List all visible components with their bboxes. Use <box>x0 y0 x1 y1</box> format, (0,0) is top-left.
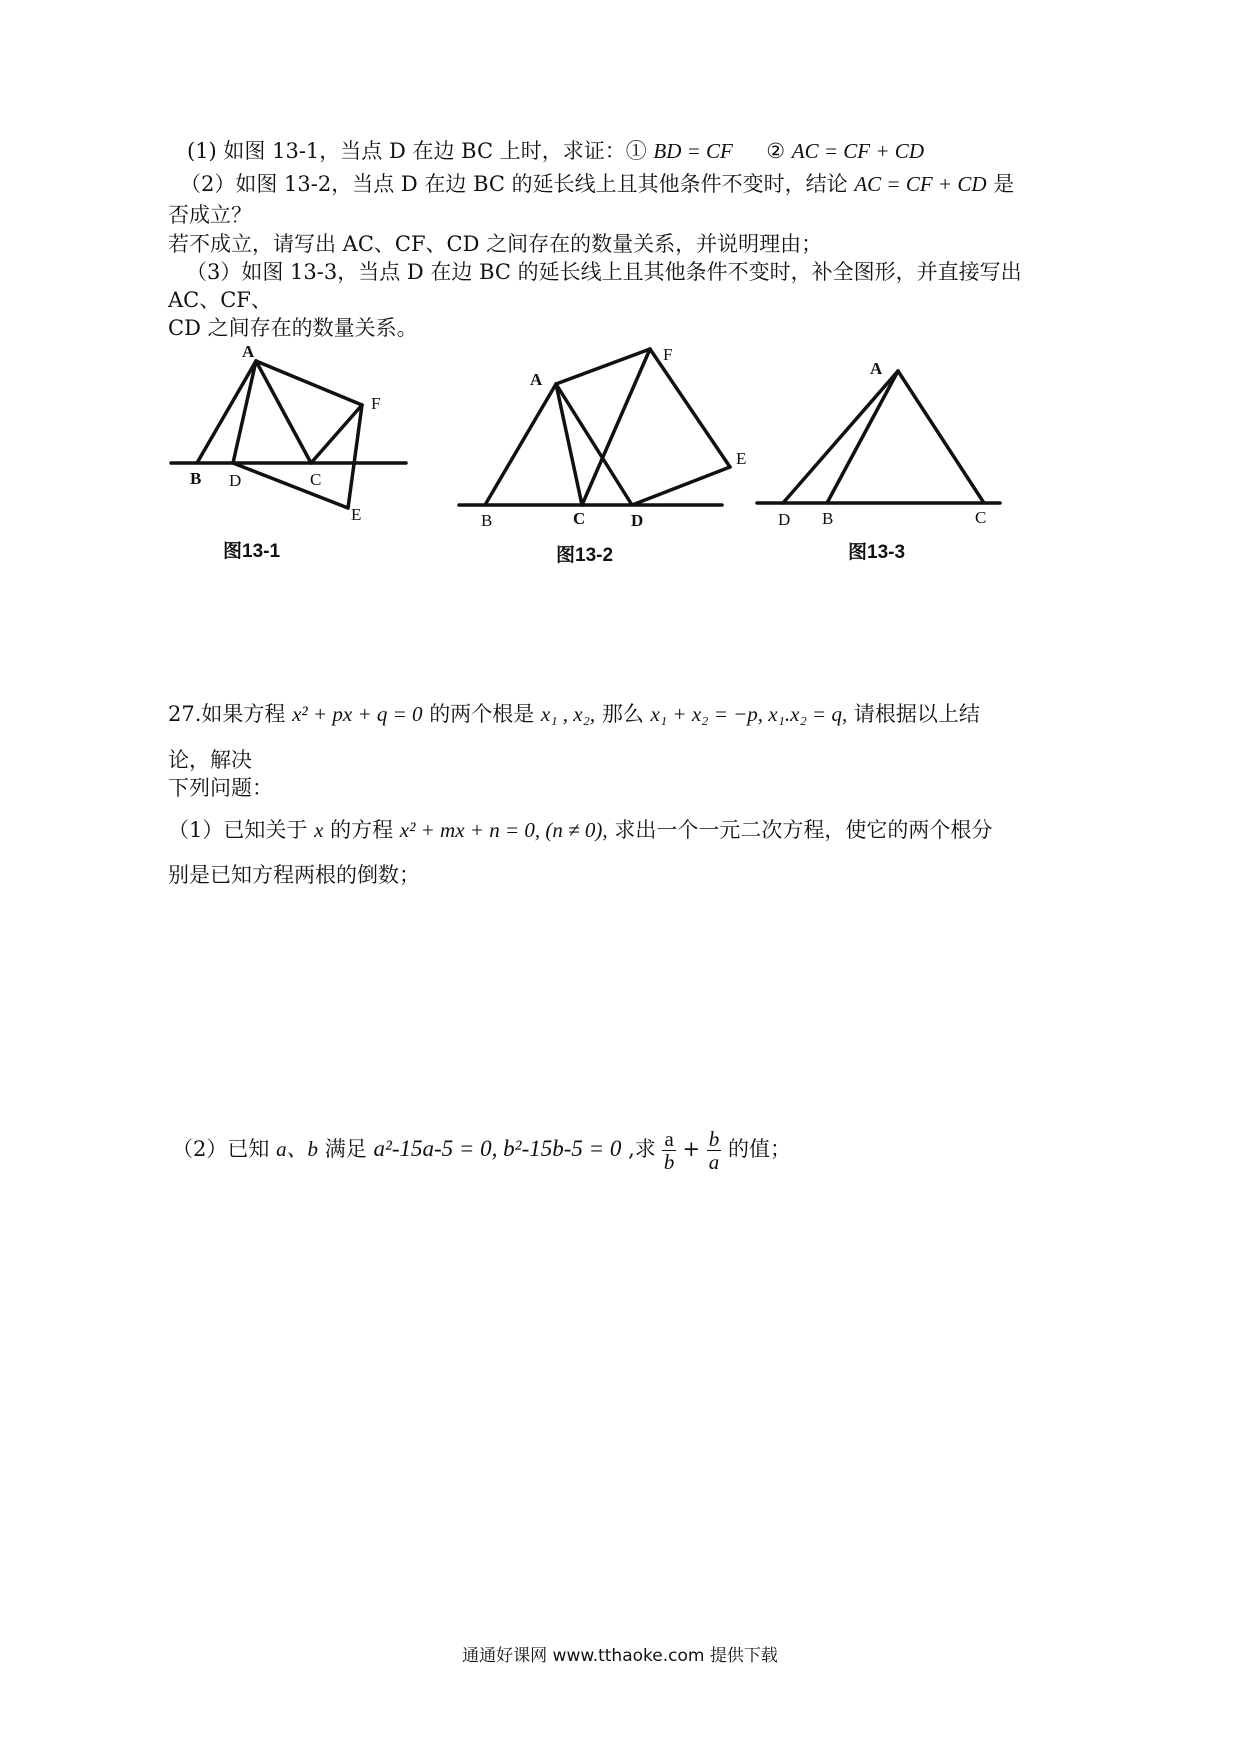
q27-part2-a: （2）已知 <box>172 1137 270 1162</box>
q27-part1-x: x <box>314 818 324 842</box>
q26-part2-prefix: （2）如图 13-2，当点 D 在边 BC 的延长线上且其他条件不变时，结论 <box>180 172 848 196</box>
q27-part2-c: ,求 <box>628 1137 656 1162</box>
q27-part2-d: 的值； <box>727 1137 791 1162</box>
q26-part3-line1: （3）如图 13-3，当点 D 在边 BC 的延长线上且其他条件不变时，补全图形，并直接写出 <box>186 260 1022 284</box>
fig3-caption: 图13-3 <box>848 542 906 563</box>
q27-intro-line2: 论，解决 <box>168 748 252 772</box>
q27-intro-eq: x² + px + q = 0 <box>292 702 423 726</box>
q27-part2-eq: a²-15a-5 = 0, b²-15b-5 = 0 <box>373 1136 622 1162</box>
q26-part3-line2: AC、CF、 <box>168 288 272 312</box>
q26-part2-line2: 否成立？ <box>168 203 252 227</box>
frac1-numerator: a <box>664 1127 674 1151</box>
fig1-ab <box>197 361 256 463</box>
fig1-ac <box>256 361 311 463</box>
fig2-fe <box>650 349 730 467</box>
q27-part2-b: 满足 <box>324 1137 367 1162</box>
q26-part3-line3: CD 之间存在的数量关系。 <box>168 316 418 340</box>
fig2-label-a: A <box>530 370 543 389</box>
q27-intro-b: 的两个根是 <box>429 702 535 726</box>
figure-13-2 <box>459 349 730 505</box>
figure-13-3 <box>757 371 1000 503</box>
frac1-denominator: b <box>663 1150 675 1175</box>
fig3-ad <box>783 371 898 503</box>
q27-intro-a: 27.如果方程 <box>168 702 286 726</box>
q26-part1-prefix: (1) 如图 13-1，当点 D 在边 BC 上时，求证：① <box>187 139 647 163</box>
q27-part1-a: （1）已知关于 <box>168 818 308 842</box>
fig1-label-d: D <box>229 471 242 490</box>
fig1-af <box>256 361 362 405</box>
geometry-figures <box>0 0 1240 600</box>
fig2-caption: 图13-2 <box>556 545 614 566</box>
fig2-label-d: D <box>631 511 644 530</box>
q27-part2 <box>172 1128 791 1173</box>
q27-intro <box>168 702 980 727</box>
q26-part1-eq1: BD = CF <box>653 139 733 163</box>
fig2-label-c: C <box>573 509 586 528</box>
frac2-numerator: b <box>708 1127 720 1151</box>
q26-part2-suffix: 是 <box>993 172 1015 196</box>
page-footer: 通通好课网 www.tthaoke.com 提供下载 <box>462 1646 778 1666</box>
fig1-label-b: B <box>190 469 202 488</box>
q27-part2-ab: a、b <box>276 1137 319 1162</box>
fig3-ac <box>898 371 984 503</box>
q27-intro-d: 请根据以上结 <box>853 702 980 726</box>
fig1-label-e: E <box>351 505 362 524</box>
fig3-label-d: D <box>778 510 791 529</box>
fig1-caption: 图13-1 <box>223 541 281 562</box>
q27-intro-line3: 下列问题： <box>168 776 273 800</box>
fig1-ad <box>233 361 256 463</box>
q27-part1-eq: x² + mx + n = 0, (n ≠ 0), <box>399 818 608 842</box>
fig2-label-f: F <box>663 345 673 364</box>
q27-part1-c: 求出一个一元二次方程，使它的两个根分 <box>614 818 993 842</box>
fraction-a-over-b <box>662 1128 675 1173</box>
plus-sign: + <box>682 1137 701 1162</box>
q27-intro-c: 那么 <box>601 702 644 726</box>
fig3-ab <box>827 371 898 503</box>
q26-part1-eq2: AC = CF + CD <box>791 139 924 163</box>
fig2-ab <box>485 384 556 505</box>
fig2-label-e: E <box>736 449 747 468</box>
fig2-label-b: B <box>481 511 493 530</box>
fig1-label-f: F <box>371 394 381 413</box>
fraction-b-over-a <box>707 1128 722 1173</box>
fig1-label-a: A <box>242 342 255 361</box>
q26-part2-eq: AC = CF + CD <box>854 172 987 196</box>
frac2-denominator: a <box>708 1150 720 1175</box>
fig3-label-a: A <box>870 359 883 378</box>
figure-13-1 <box>171 361 406 508</box>
fig1-label-c: C <box>310 470 322 489</box>
fig3-label-b: B <box>822 509 834 528</box>
q26-part2-line3: 若不成立，请写出 AC、CF、CD 之间存在的数量关系，并说明理由； <box>168 232 823 256</box>
fig1-de <box>233 463 348 508</box>
fig3-label-c: C <box>975 508 987 527</box>
q27-intro-sum: x₁ + x₂ = −p, x₁.x₂ = q, <box>650 702 848 726</box>
q27-part1-line2: 别是已知方程两根的倒数； <box>168 863 420 887</box>
fig2-ed <box>632 467 730 505</box>
q27-part1 <box>168 818 992 843</box>
q27-intro-roots: x₁ , x₂, <box>540 702 596 726</box>
q26-part1-mid: ② <box>766 139 786 163</box>
q27-part1-b: 的方程 <box>330 818 394 842</box>
